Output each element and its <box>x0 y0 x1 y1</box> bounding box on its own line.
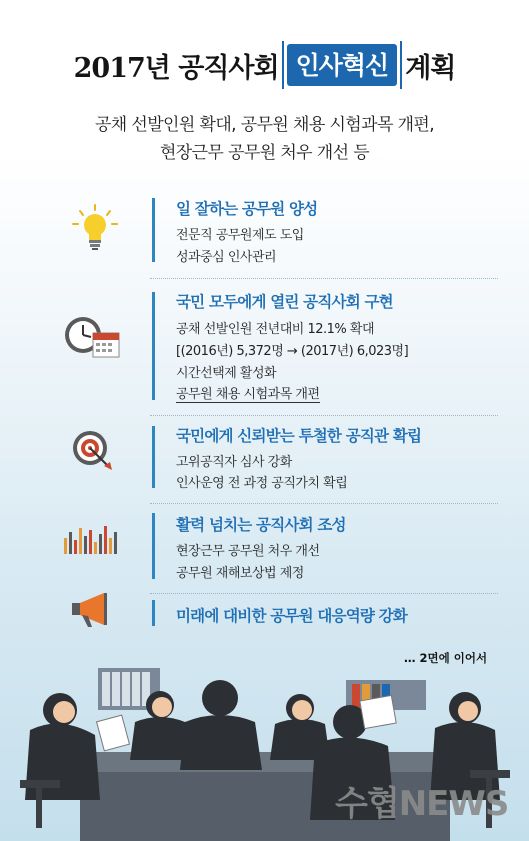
divider-4 <box>150 593 498 594</box>
section-1-title: 일 잘하는 공무원 양성 <box>176 200 318 218</box>
subtitle-line-2: 현장근무 공무원 처우 개선 등 <box>159 143 370 163</box>
watermark-logo: 수협NEWS <box>335 784 509 824</box>
section-1-bar <box>152 198 155 262</box>
section-5-title: 미래에 대비한 공무원 대응역량 강화 <box>176 607 407 625</box>
section-2-bar <box>152 292 155 400</box>
section-4-item-2: 공무원 재해보상법 제정 <box>176 566 304 581</box>
page-title <box>0 40 529 90</box>
divider-3 <box>150 503 498 504</box>
title-text-before: 2017년 공직사회 <box>73 52 279 84</box>
divider-2 <box>150 415 498 416</box>
section-4-item-1: 현장근무 공무원 처우 개선 <box>176 544 320 559</box>
section-3-bar <box>152 426 155 488</box>
title-highlight-badge: 인사혁신 <box>287 44 398 86</box>
section-2-item-3: 시간선택제 활성화 <box>176 366 277 381</box>
section-1-item-2: 성과중심 인사관리 <box>176 250 277 265</box>
megaphone-icon <box>70 591 114 629</box>
section-1-item-1: 전문직 공무원제도 도입 <box>176 228 304 243</box>
section-4-title: 활력 넘치는 공직사회 조성 <box>176 516 346 534</box>
section-2-title: 국민 모두에게 열린 공직사회 구현 <box>176 293 393 311</box>
section-3-item-2: 인사운영 전 과정 공직가치 확립 <box>176 476 348 491</box>
section-4-bar <box>152 513 155 579</box>
section-2-item-4: 공무원 채용 시험과목 개편 <box>176 383 320 403</box>
bar-graph-icon <box>62 524 122 554</box>
section-2-item-1: 공채 선발인원 전년대비 12.1% 확대 <box>176 322 375 337</box>
section-3-item-1: 고위공직자 심사 강화 <box>176 455 292 470</box>
title-text-after: 계획 <box>405 52 456 84</box>
clock-calendar-icon <box>63 315 125 361</box>
section-3-title: 국민에게 신뢰받는 투철한 공직관 확립 <box>176 427 422 445</box>
continue-note: … 2면에 이어서 <box>404 651 488 665</box>
divider-1 <box>150 278 498 279</box>
section-2-item-2: [(2016년) 5,372명 → (2017년) 6,023명] <box>176 344 409 359</box>
subtitle-line-1: 공채 선발인원 확대, 공무원 채용 시험과목 개편, <box>94 115 435 135</box>
section-5-bar <box>152 600 155 626</box>
lightbulb-icon <box>70 203 120 253</box>
target-icon <box>70 428 114 472</box>
